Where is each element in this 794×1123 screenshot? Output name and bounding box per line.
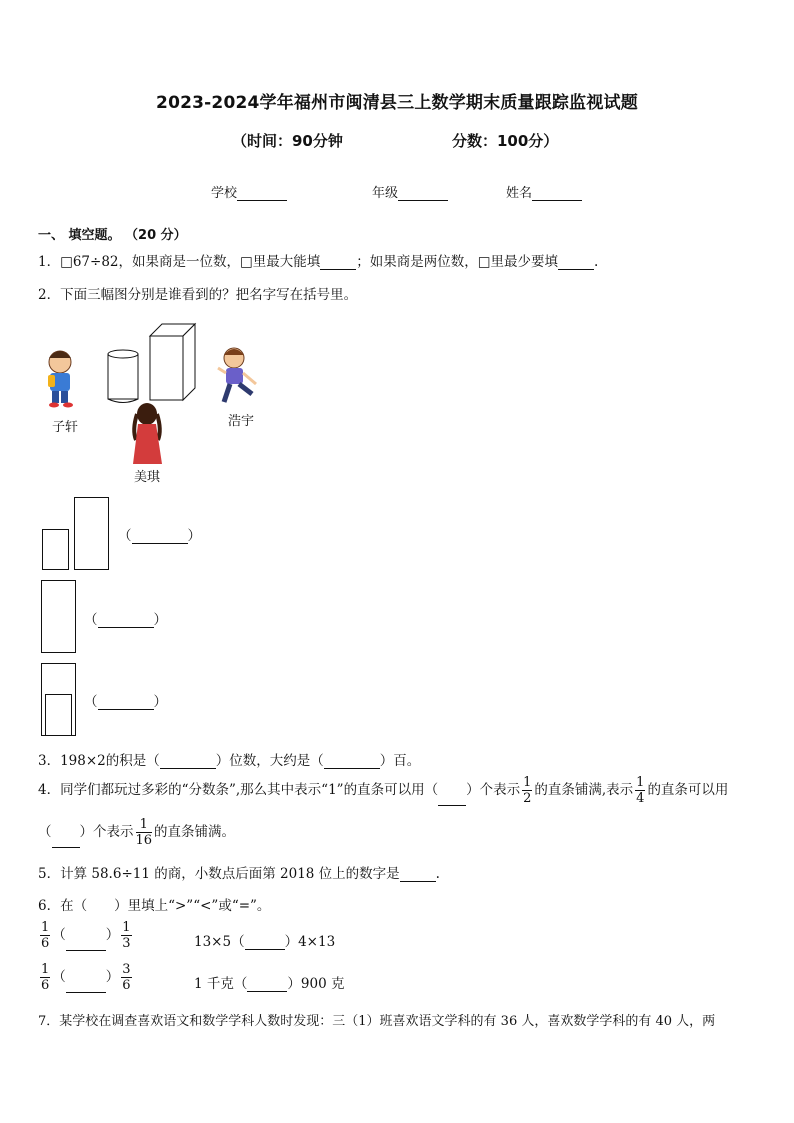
paren-close: ） [105, 969, 120, 985]
paren-open: （ [118, 528, 132, 544]
question-6: 6．在（ ）里填上“>”“<”或“=”。 [38, 898, 271, 914]
frac-num: 1 [41, 962, 50, 977]
fraction [121, 920, 131, 951]
view3-inner-rect [45, 694, 72, 736]
fraction-one-sixteenth [136, 817, 153, 848]
boy-zixuan-figure [48, 351, 73, 408]
grade-blank[interactable] [398, 186, 448, 201]
name-meiqi: 美琪 [134, 470, 161, 485]
section-heading: 一、 填空题。 （20 分） [38, 228, 187, 243]
fraction-one-quarter [635, 775, 645, 806]
page-title: 2023-2024学年福州市闽清县三上数学期末质量跟踪监视试题 [156, 93, 638, 113]
q4-text-g: 的直条铺满。 [154, 824, 236, 840]
q6-row-2-left [38, 962, 134, 993]
school-field [211, 182, 287, 201]
paren-close: ） [187, 528, 201, 544]
paren-close: ） [284, 934, 299, 950]
q6-expr-d: 900 克 [300, 976, 345, 992]
grade-label: 年级 [372, 186, 399, 201]
fraction [121, 962, 131, 993]
q4-text-f: ）个表示 [79, 824, 134, 840]
q3-text-c: ）百。 [379, 753, 421, 769]
paren-close: ） [153, 694, 167, 710]
cuboid-shape [150, 324, 195, 400]
view1-tall-rect [74, 497, 109, 570]
q4-text-c: 的直条铺满,表示 [534, 782, 634, 798]
q3-blank-2[interactable] [324, 754, 380, 769]
frac-den: 6 [41, 978, 50, 993]
school-label: 学校 [211, 186, 238, 201]
grade-field [372, 182, 448, 201]
q3-text-b: ）位数，大约是（ [215, 753, 324, 769]
paren-open: （ [84, 612, 98, 628]
q4-text-b: ）个表示 [466, 782, 521, 798]
cylinder-shape [108, 350, 138, 403]
q3-text-a: 3．198×2的积是（ [38, 753, 160, 769]
question-2: 2．下面三幅图分别是谁看到的？把名字写在括号里。 [38, 287, 358, 303]
frac-den: 6 [41, 936, 50, 951]
q5-blank[interactable] [400, 867, 436, 882]
frac-num: 1 [122, 920, 131, 935]
frac-num: 3 [122, 962, 131, 977]
q3-blank-1[interactable] [160, 754, 216, 769]
q6-row-1-right [194, 930, 335, 950]
paren-open: （ [231, 934, 245, 950]
question-5 [38, 862, 440, 882]
frac-num: 1 [41, 920, 50, 935]
paren-close: ） [105, 927, 120, 943]
paren-open: （ [84, 694, 98, 710]
name-blank[interactable] [532, 186, 582, 201]
frac-num: 1 [636, 775, 645, 790]
frac-den: 3 [122, 936, 131, 951]
question-4-line-2 [38, 817, 235, 848]
q6-blank-1[interactable] [66, 936, 106, 951]
q6-blank-2[interactable] [245, 935, 285, 950]
fraction [40, 920, 50, 951]
q1-blank-2[interactable] [558, 255, 594, 270]
view3-answer [84, 690, 167, 710]
paren-close: ） [287, 976, 301, 992]
q5-text-a: 5．计算 58.6÷11 的商，小数点后面第 2018 位上的数字是 [38, 866, 400, 882]
paren-open: （ [52, 927, 66, 943]
question-7: 7．某学校在调查喜欢语文和数学学科人数时发现：三（1）班喜欢语文学科的有 36 人，喜欢数学学科的有 40 人，两 [38, 1014, 716, 1029]
name-field [506, 182, 582, 201]
question-4-line-1 [38, 775, 728, 806]
q6-blank-4[interactable] [247, 977, 287, 992]
view1-blank[interactable] [132, 529, 188, 544]
paren-open: （ [52, 969, 66, 985]
name-zixuan: 子轩 [52, 420, 79, 435]
view1-answer [118, 524, 201, 544]
q4-blank-1[interactable] [438, 791, 466, 806]
frac-den: 16 [135, 833, 153, 848]
name-haoyu: 浩宇 [228, 414, 255, 429]
q6-row-1-left [38, 920, 134, 951]
view2-rect [41, 580, 76, 653]
q6-expr-c: 1 千克 [194, 976, 234, 992]
q4-text-e: （ [38, 824, 52, 840]
view3-blank[interactable] [98, 695, 154, 710]
question-1 [38, 250, 598, 270]
q4-blank-2[interactable] [52, 833, 80, 848]
fraction-one-half [522, 775, 532, 806]
question-3 [38, 749, 420, 769]
frac-den: 6 [122, 978, 131, 993]
frac-den: 4 [636, 791, 645, 806]
frac-num: 1 [523, 775, 532, 790]
q1-text-c: . [594, 254, 599, 270]
frac-num: 1 [136, 817, 153, 833]
name-label: 姓名 [506, 186, 533, 201]
q2-illustration [38, 318, 278, 488]
girl-meiqi-figure [133, 403, 162, 464]
q5-text-b: . [435, 866, 440, 882]
view2-blank[interactable] [98, 613, 154, 628]
view2-answer [84, 608, 167, 628]
q1-text-b: ；如果商是两位数，□里最少要填 [356, 254, 559, 270]
time-label: （时间：90分钟 [232, 132, 343, 150]
paren-close: ） [153, 612, 167, 628]
frac-den: 2 [523, 791, 532, 806]
boy-haoyu-figure [218, 348, 256, 402]
view1-small-rect [42, 529, 69, 570]
q6-row-2-right [194, 972, 344, 992]
q6-blank-3[interactable] [66, 978, 106, 993]
score-label: 分数：100分） [452, 132, 559, 150]
school-blank[interactable] [237, 186, 287, 201]
fraction [40, 962, 50, 993]
q6-expr-b: 4×13 [298, 934, 336, 950]
q6-expr-a: 13×5 [194, 934, 232, 950]
q1-blank-1[interactable] [320, 255, 356, 270]
q4-text-d: 的直条可以用 [647, 782, 729, 798]
paren-open: （ [233, 976, 248, 992]
q4-text-a: 4．同学们都玩过多彩的“分数条”,那么其中表示“1”的直条可以用（ [38, 782, 439, 798]
q1-text-a: 1．□67÷82，如果商是一位数，□里最大能填 [38, 254, 321, 270]
